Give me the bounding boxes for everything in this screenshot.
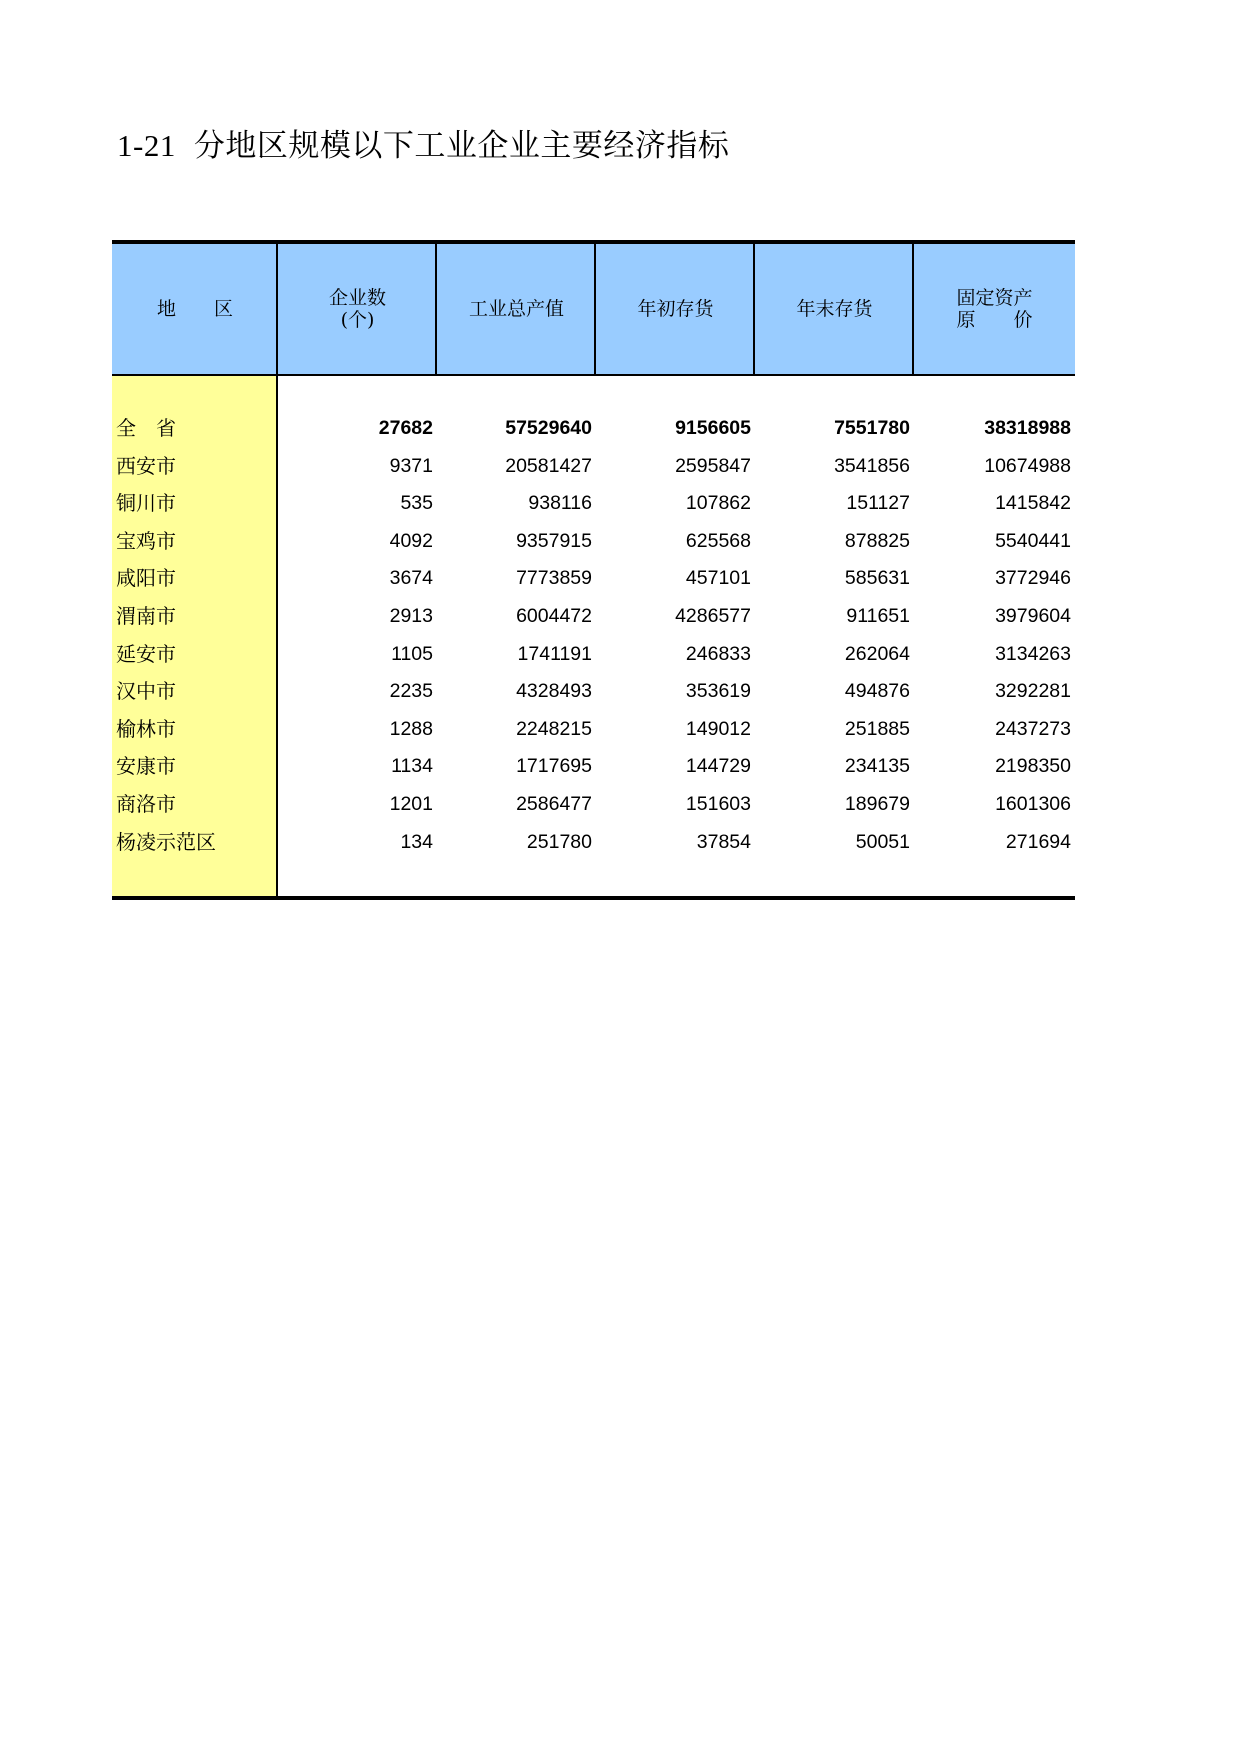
cell-fixed-assets: 3772946 [995, 567, 1071, 590]
cell-enterprises: 134 [400, 830, 433, 853]
header-enterprises [276, 244, 437, 374]
header-inventory-begin-label: 年初存货 [637, 298, 714, 320]
cell-inventory-begin: 107862 [685, 492, 751, 515]
cell-inventory-end: 585631 [844, 567, 910, 590]
header-fixed-assets-line2: 原 价 [956, 309, 1033, 331]
cell-fixed-assets: 2198350 [995, 755, 1071, 778]
header-region-label: 地 区 [156, 298, 233, 320]
cell-output: 57529640 [505, 417, 592, 439]
cell-enterprises: 27682 [378, 417, 433, 439]
header-output-label: 工业总产值 [468, 298, 564, 320]
cell-output: 2586477 [516, 792, 592, 815]
cell-inventory-begin: 149012 [685, 717, 751, 740]
table-row [112, 786, 1075, 824]
cell-output: 1717695 [516, 755, 592, 778]
cell-inventory-end: 262064 [844, 642, 910, 665]
cell-region-name: 西安市 [116, 453, 176, 478]
cell-fixed-assets: 3134263 [995, 642, 1071, 665]
table-title-text: 分地区规模以下工业企业主要经济指标 [193, 128, 730, 164]
cell-inventory-begin: 2595847 [675, 454, 751, 477]
cell-inventory-begin: 151603 [685, 792, 751, 815]
cell-output: 7773859 [516, 567, 592, 590]
cell-inventory-end: 878825 [844, 529, 910, 552]
header-enterprises-line1: 企业数 [328, 287, 386, 309]
cell-output: 2248215 [516, 717, 592, 740]
cell-fixed-assets: 38318988 [984, 417, 1071, 439]
cell-fixed-assets: 271694 [1005, 830, 1071, 853]
cell-fixed-assets: 1415842 [995, 492, 1071, 515]
table-row [112, 673, 1075, 711]
header-inventory-end-label: 年末存货 [796, 298, 873, 320]
header-fixed-assets [912, 244, 1075, 374]
cell-fixed-assets: 3292281 [995, 680, 1071, 703]
cell-inventory-begin: 625568 [685, 529, 751, 552]
table-row [112, 523, 1075, 561]
cell-region-name: 榆林市 [116, 716, 176, 741]
cell-fixed-assets: 3979604 [995, 604, 1071, 627]
cell-output: 9357915 [516, 529, 592, 552]
header-inventory-end [753, 244, 914, 374]
cell-output: 1741191 [517, 642, 592, 665]
cell-region-name: 咸阳市 [116, 566, 176, 591]
cell-enterprises: 4092 [389, 529, 433, 552]
table-row [112, 598, 1075, 636]
cell-output: 4328493 [516, 680, 592, 703]
cell-region-name: 渭南市 [116, 603, 176, 628]
cell-region-name: 安康市 [116, 754, 176, 779]
cell-enterprises: 1288 [389, 717, 433, 740]
cell-enterprises: 1201 [389, 792, 433, 815]
table-body [112, 410, 1075, 861]
table-row [112, 636, 1075, 674]
cell-region-name: 延安市 [116, 641, 176, 666]
header-fixed-assets-line1: 固定资产 [956, 287, 1033, 309]
cell-enterprises: 9371 [389, 454, 433, 477]
cell-region-name: 汉中市 [116, 679, 176, 704]
cell-enterprises: 2913 [389, 604, 433, 627]
cell-region-name: 铜川市 [116, 491, 176, 516]
table-row [112, 824, 1075, 862]
cell-region-name: 全省 [116, 416, 196, 440]
header-region [112, 244, 278, 374]
cell-fixed-assets: 10674988 [984, 454, 1071, 477]
cell-region-name: 宝鸡市 [116, 528, 176, 553]
cell-output: 20581427 [505, 454, 592, 477]
cell-enterprises: 535 [400, 492, 433, 515]
cell-inventory-end: 50051 [855, 830, 910, 853]
cell-inventory-end: 189679 [844, 792, 910, 815]
cell-inventory-end: 7551780 [834, 417, 910, 439]
header-enterprises-line2: (个) [340, 309, 375, 331]
cell-enterprises: 2235 [389, 680, 433, 703]
cell-inventory-end: 234135 [844, 755, 910, 778]
cell-inventory-begin: 353619 [685, 680, 751, 703]
cell-output: 938116 [528, 492, 592, 515]
table-row [112, 711, 1075, 749]
cell-inventory-end: 3541856 [834, 454, 910, 477]
cell-enterprises: 3674 [389, 567, 433, 590]
cell-fixed-assets: 1601306 [995, 792, 1071, 815]
cell-fixed-assets: 5540441 [995, 529, 1071, 552]
table-number: 1-21 [117, 128, 176, 163]
cell-inventory-begin: 144729 [685, 755, 751, 778]
cell-inventory-end: 151127 [846, 492, 910, 515]
table-row [112, 748, 1075, 786]
header-inventory-begin [594, 244, 755, 374]
table-row [112, 448, 1075, 486]
header-output [435, 244, 596, 374]
cell-inventory-end: 251885 [844, 717, 910, 740]
cell-enterprises: 1105 [391, 642, 433, 665]
cell-inventory-begin: 37854 [696, 830, 751, 853]
cell-region-name: 杨凌示范区 [116, 829, 216, 854]
data-table [112, 240, 1075, 900]
cell-inventory-end: 494876 [844, 680, 910, 703]
cell-output: 251780 [526, 830, 592, 853]
cell-inventory-end: 911651 [846, 604, 910, 627]
cell-enterprises: 1134 [391, 755, 433, 778]
cell-output: 6004472 [516, 604, 592, 627]
cell-inventory-begin: 4286577 [675, 604, 751, 627]
cell-region-name: 商洛市 [116, 791, 176, 816]
table-header-row [112, 244, 1075, 374]
cell-inventory-begin: 9156605 [675, 417, 751, 439]
table-row [112, 485, 1075, 523]
table-row-total [112, 410, 1075, 448]
table-bottom-rule [112, 896, 1075, 900]
cell-inventory-begin: 246833 [685, 642, 751, 665]
page-title [117, 120, 729, 165]
cell-inventory-begin: 457101 [685, 567, 751, 590]
table-row [112, 560, 1075, 598]
cell-fixed-assets: 2437273 [995, 717, 1071, 740]
